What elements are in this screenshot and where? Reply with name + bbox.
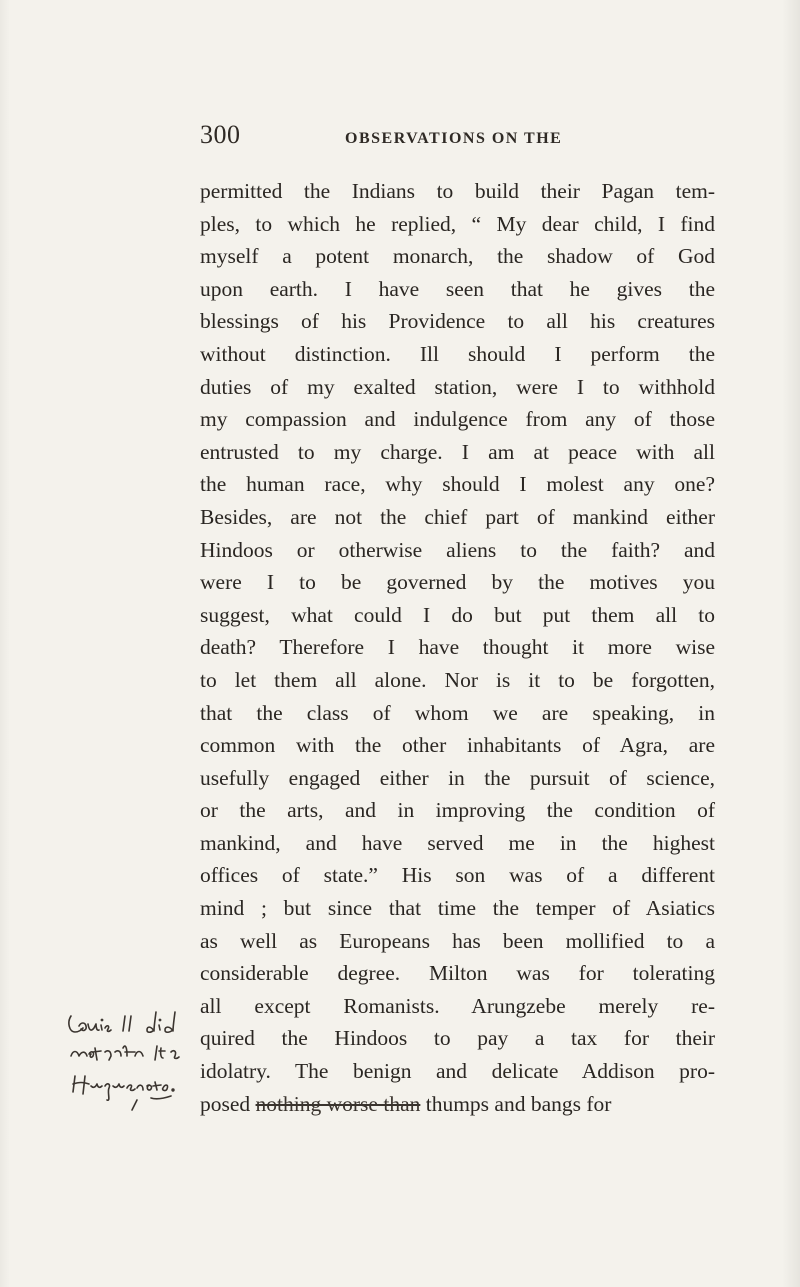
text-fragment: posed <box>200 1091 256 1116</box>
text-fragment: thumps and bangs for <box>420 1091 612 1116</box>
text-line: common with the other inhabitants of Agra, are <box>200 733 715 758</box>
text-line: death? Therefore I have thought it more wise <box>200 635 715 660</box>
page-number: 300 <box>200 120 241 149</box>
text-line: offices of state.” His son was of a different <box>200 863 715 888</box>
text-line: the human race, why should I molest any one? <box>200 472 715 497</box>
text-line: quired the Hindoos to pay a tax for their <box>200 1026 715 1051</box>
text-line: my compassion and indulgence from any of those <box>200 407 715 432</box>
handwritten-marginal-note <box>65 1004 190 1114</box>
text-line: upon earth. I have seen that he gives the <box>200 276 715 301</box>
text-line: were I to be governed by the motives you <box>200 570 715 595</box>
text-line: mind ; but since that time the temper of Asiatics <box>200 896 715 921</box>
page-edge-shadow-right <box>782 0 800 1287</box>
text-line: to let them all alone. Nor is it to be forgotten, <box>200 667 715 692</box>
text-line: myself a potent monarch, the shadow of God <box>200 244 715 269</box>
text-line: blessings of his Providence to all his creatures <box>200 309 715 334</box>
text-line-last <box>200 1088 715 1121</box>
text-line: suggest, what could I do but put them all to <box>200 602 715 627</box>
text-line: that the class of whom we are speaking, in <box>200 700 715 725</box>
text-line: usefully engaged either in the pursuit of science, <box>200 765 715 790</box>
text-line: idolatry. The benign and delicate Addison pro- <box>200 1059 715 1084</box>
page-header <box>200 120 720 160</box>
text-line: mankind, and have served me in the highest <box>200 830 715 855</box>
text-line: all except Romanists. Arungzebe merely re- <box>200 993 715 1018</box>
page-edge-shadow-left <box>0 0 10 1287</box>
text-line: ples, to which he replied, “ My dear child, I find <box>200 211 715 236</box>
text-line: Hindoos or otherwise aliens to the faith? and <box>200 537 715 562</box>
text-line: Besides, are not the chief part of mankind either <box>200 504 715 529</box>
text-line: or the arts, and in improving the condition of <box>200 798 715 823</box>
text-line: duties of my exalted station, were I to withhold <box>200 374 715 399</box>
running-head: OBSERVATIONS ON THE <box>345 130 563 147</box>
body-text <box>200 175 715 1120</box>
struck-through-text: nothing worse than <box>255 1091 421 1116</box>
text-line: considerable degree. Milton was for tolerating <box>200 961 715 986</box>
text-line: entrusted to my charge. I am at peace with all <box>200 439 715 464</box>
text-line: without distinction. Ill should I perform the <box>200 341 715 366</box>
text-line: as well as Europeans has been mollified to a <box>200 928 715 953</box>
text-line: permitted the Indians to build their Pagan tem- <box>200 179 715 203</box>
handwriting-scribble <box>65 1004 190 1114</box>
